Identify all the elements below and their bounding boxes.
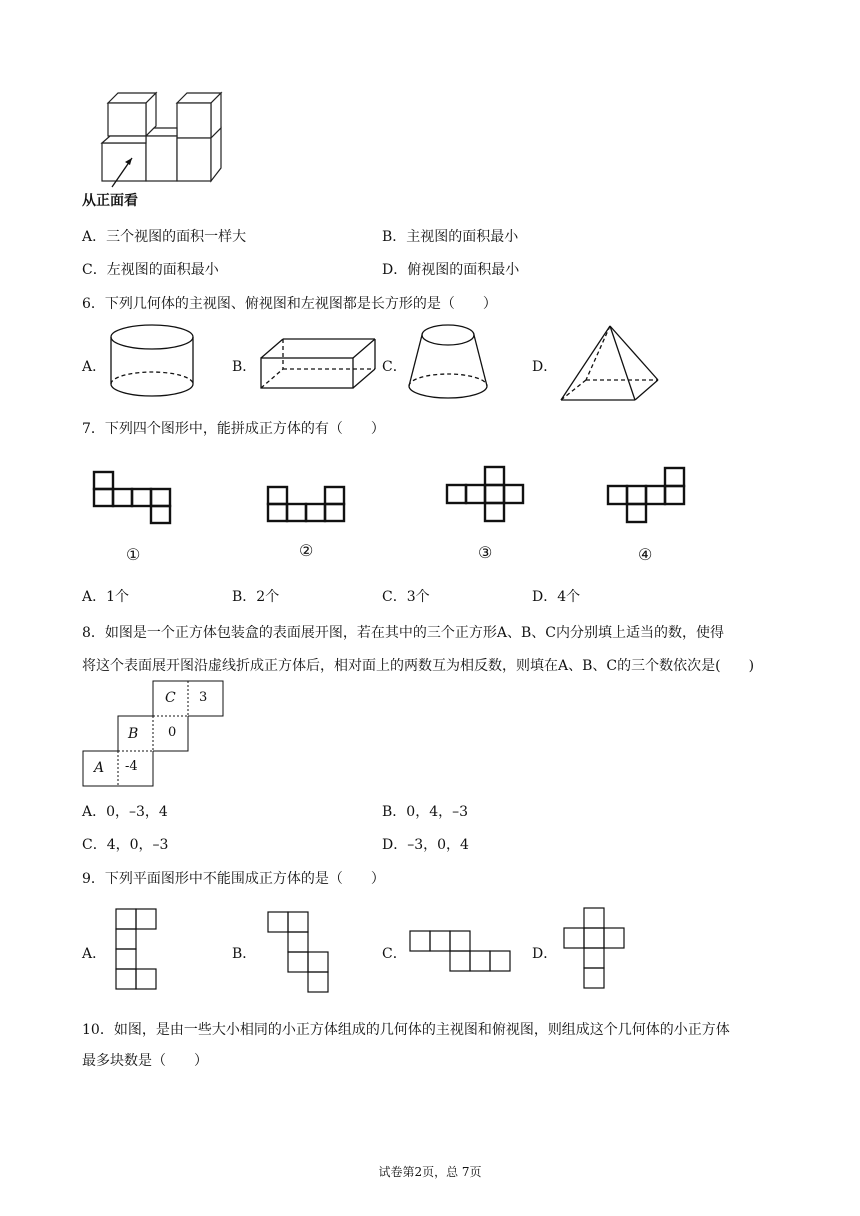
q9-label-a: A． [82,946,107,962]
q8-question-line1: 8．如图是一个正方体包装盒的表面展开图，若在其中的三个正方形A、B、C内分别填上适当的数，使得 [82,625,725,641]
q5-option-a: A．三个视图的面积一样大 [82,229,247,245]
q6-label-c: C． [382,359,407,375]
q6-label-d: D． [532,359,558,375]
q7-option-b: B．2个 [232,589,280,605]
q9-net-b [266,910,332,996]
net-label-2: ② [299,541,314,560]
net-figure-2 [266,485,348,527]
net-label-4: ④ [638,545,653,564]
q8-option-d: D．–3，0，4 [382,837,469,853]
q6-label-a: A． [82,359,107,375]
net-cell-3: 3 [199,690,208,705]
figure-caption: 从正面看 [82,193,138,209]
page-footer: 试卷第2页，总 7页 [378,1165,482,1179]
q7-option-a: A．1个 [82,589,130,605]
q8-question-line2: 将这个表面展开图沿虚线折成正方体后，相对面上的两数互为相反数，则填在A、B、C的三个数依次是( ) [82,658,755,674]
q6-question: 6．下列几何体的主视图、俯视图和左视图都是长方形的是（ ） [82,296,497,312]
net-cell-neg4: -4 [125,759,138,774]
q7-option-c: C．3个 [382,589,430,605]
q9-label-b: B． [232,946,257,962]
q9-net-a [114,907,160,993]
net-cell-c: C [165,690,176,706]
q8-option-a: A．0，–3，4 [82,804,168,820]
pyramid-figure [558,322,662,404]
net-cell-b: B [128,726,139,742]
q5-option-d: D．俯视图的面积最小 [382,262,520,278]
frustum-figure [406,322,491,402]
q10-question-line2: 最多块数是（ ） [82,1053,208,1069]
q8-option-b: B．0，4，–3 [382,804,469,820]
q7-option-d: D．4个 [532,589,581,605]
cuboid-figure [258,336,378,392]
q7-question: 7．下列四个图形中，能拼成正方体的有（ ） [82,421,385,437]
q8-option-c: C．4，0，–3 [82,837,169,853]
q6-label-b: B． [232,359,257,375]
net-figure-3 [445,465,527,525]
q9-net-d [562,906,628,992]
net-figure-4 [606,466,688,526]
q9-question: 9．下列平面图形中不能围成正方体的是（ ） [82,871,385,887]
net-label-3: ③ [478,543,493,562]
cylinder-figure [108,322,198,402]
q9-label-d: D． [532,946,558,962]
net-cell-0: 0 [168,725,177,740]
net-figure-1 [92,470,174,526]
q10-question-line1: 10．如图，是由一些大小相同的小正方体组成的几何体的主视图和俯视图，则组成这个几何体的小正方体 [82,1022,730,1038]
q5-option-c: C．左视图的面积最小 [82,262,219,278]
net-cell-a: A [94,760,105,776]
q9-net-c [408,929,514,975]
q9-label-c: C． [382,946,407,962]
q5-option-b: B．主视图的面积最小 [382,229,519,245]
net-label-1: ① [126,545,141,564]
